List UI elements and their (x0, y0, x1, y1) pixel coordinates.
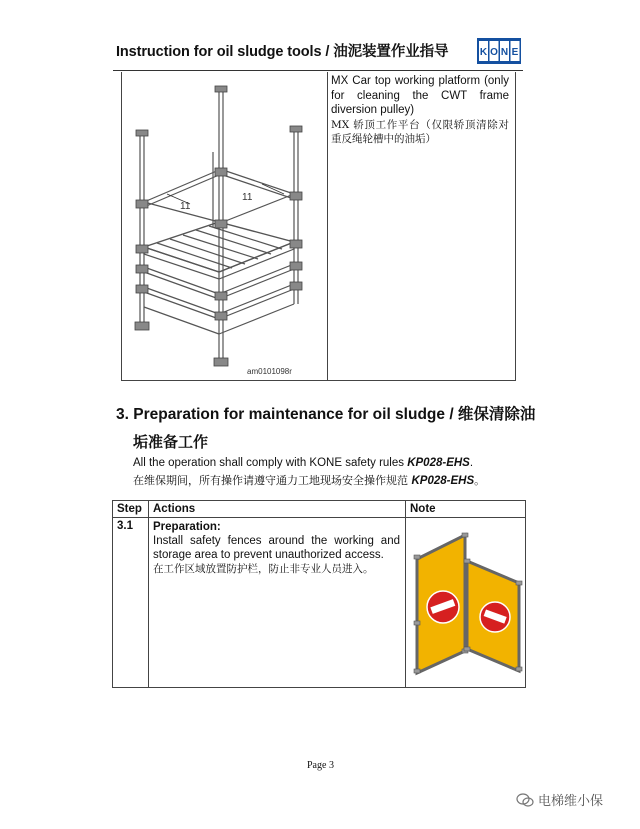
column-divider (148, 501, 149, 687)
safety-rule-code-en: KP028-EHS (407, 457, 470, 469)
steps-table (112, 500, 526, 688)
document-title: Instruction for oil sludge tools / 油泥装置作业指导 (116, 44, 449, 60)
action-text-en: Install safety fences around the working and storage area to prevent unauthorized access. (153, 535, 400, 561)
kone-logo (477, 38, 521, 64)
compliance-text-en: All the operation shall comply with KONE safety rules (133, 457, 408, 469)
header-divider (113, 70, 523, 71)
column-header-step: Step (117, 503, 142, 515)
column-header-actions: Actions (153, 503, 196, 515)
header-row-divider (113, 517, 525, 518)
figure-callout-2: 11 (242, 192, 253, 203)
compliance-suffix-cn: 。 (474, 474, 486, 487)
column-divider (405, 501, 406, 687)
compliance-suffix-en: . (469, 457, 474, 469)
compliance-text-cn: 在维保期间，所有操作请遵守通力工地现场安全操作规范 (133, 474, 412, 487)
platform-desc-en: MX Car top working platform (only for cleaning the CWT frame diversion pulley) (331, 75, 509, 116)
step-actions (153, 520, 400, 576)
figure-callout-1: 11 (180, 201, 191, 212)
compliance-note-en (133, 457, 473, 469)
watermark (516, 790, 603, 809)
platform-description (331, 74, 509, 147)
compliance-note-cn (133, 472, 485, 488)
wechat-icon (516, 792, 534, 808)
platform-desc-cn: MX 轿顶工作平台（仅限轿顶清除对重反绳轮槽中的油垢） (331, 118, 509, 145)
table-column-divider (327, 72, 328, 380)
step-number: 3.1 (117, 520, 133, 532)
figure-code: am0101098r (247, 367, 292, 376)
action-text-cn: 在工作区域放置防护栏，防止非专业人员进入。 (153, 563, 374, 575)
section-title-continued: 垢准备工作 (133, 434, 209, 451)
safety-rule-code-cn: KP028-EHS (411, 475, 475, 487)
safety-fence-figure (409, 521, 523, 683)
svg-text:O: O (490, 47, 498, 58)
page-number: Page 3 (307, 760, 334, 771)
svg-text:N: N (500, 47, 509, 58)
svg-text:K: K (479, 47, 488, 58)
section-title: 3. Preparation for maintenance for oil sludge / 维保清除油 (116, 406, 536, 423)
action-heading: Preparation: (153, 521, 221, 533)
car-top-platform-figure (122, 72, 327, 380)
column-header-note: Note (410, 503, 436, 515)
watermark-text: 电梯维小保 (538, 793, 604, 808)
svg-text:E: E (511, 47, 519, 58)
platform-table (121, 72, 516, 381)
